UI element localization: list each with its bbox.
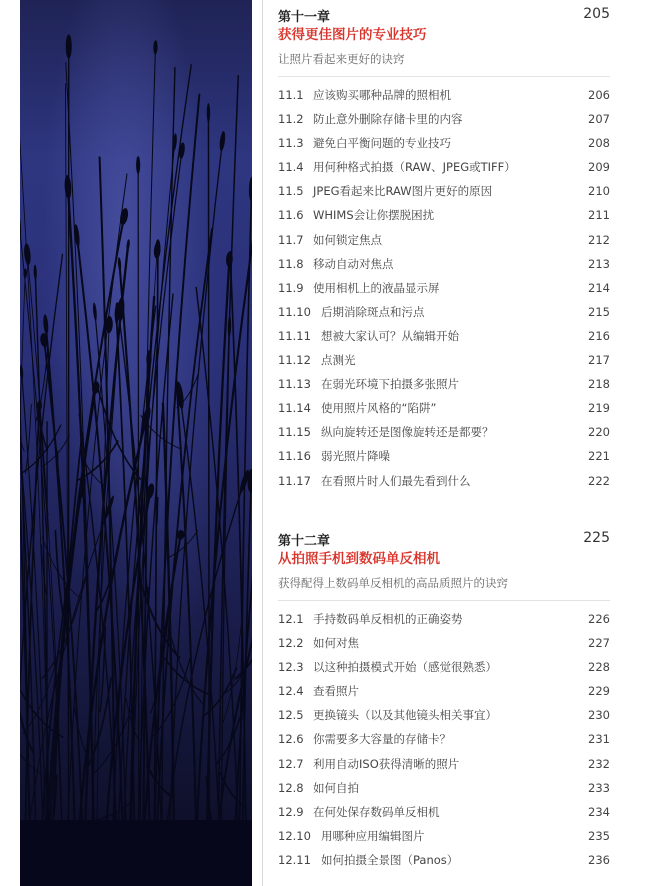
toc-entry — [278, 300, 610, 324]
chapter-page-number: 205 — [583, 6, 610, 22]
section-title: 点测光 — [321, 353, 356, 368]
toc-entry — [278, 155, 610, 179]
section-page-number: 218 — [588, 377, 610, 392]
section-page-number: 227 — [588, 636, 610, 651]
toc-entry — [278, 372, 610, 396]
section-title: 避免白平衡问题的专业技巧 — [313, 136, 451, 151]
section-title: WHIMS会让你摆脱困扰 — [313, 208, 435, 223]
section-title: 你需要多大容量的存储卡？ — [313, 732, 451, 747]
section-number: 11.7 — [278, 232, 304, 247]
section-page-number: 235 — [588, 828, 610, 843]
section-title: 在何处保存数码单反相机 — [313, 804, 440, 819]
section-page-number: 229 — [588, 684, 610, 699]
section-page-number: 226 — [588, 612, 610, 626]
section-number: 12.7 — [278, 756, 304, 771]
reed-plume — [136, 156, 140, 174]
section-number: 11.10 — [278, 304, 311, 319]
toc-entry — [278, 703, 610, 727]
section-number: 11.14 — [278, 401, 311, 416]
section-title: 如何锁定焦点 — [313, 232, 382, 247]
section-number: 12.2 — [278, 636, 304, 651]
section-page-number: 214 — [588, 280, 610, 295]
section-number: 11.16 — [278, 449, 311, 464]
toc-list — [278, 607, 610, 872]
section-title: 防止意外删除存储卡里的内容 — [313, 112, 463, 127]
chapter-subtitle: 获得配得上数码单反相机的高品质照片的诀窍 — [278, 575, 610, 601]
reeds-silhouette-image — [20, 0, 252, 886]
section-page-number: 208 — [588, 136, 610, 151]
toc-entry — [278, 131, 610, 155]
toc-entry — [278, 655, 610, 679]
chapter-label: 第十一章 — [278, 10, 331, 25]
section-page-number: 232 — [588, 756, 610, 771]
section-title: 用何种格式拍摄（RAW、JPEG或TIFF） — [313, 160, 516, 175]
toc-entry — [278, 752, 610, 776]
section-title: JPEG看起来比RAW图片更好的原因 — [313, 184, 493, 199]
toc-entry — [278, 420, 610, 444]
section-page-number: 216 — [588, 328, 610, 343]
section-number: 12.3 — [278, 660, 304, 675]
toc-entry — [278, 276, 610, 300]
section-page-number: 230 — [588, 708, 610, 723]
toc-entry — [278, 179, 610, 203]
section-title: 纵向旋转还是图像旋转还是都要？ — [321, 425, 494, 440]
section-title: 用哪种应用编辑图片 — [321, 828, 425, 843]
section-number: 11.1 — [278, 88, 304, 102]
section-title: 后期消除斑点和污点 — [321, 304, 425, 319]
chapter-subtitle: 让照片看起来更好的诀窍 — [278, 51, 610, 77]
chapter-header — [278, 530, 610, 550]
section-number: 12.11 — [278, 852, 311, 867]
section-page-number: 222 — [588, 473, 610, 488]
toc-list — [278, 83, 610, 493]
section-title: 如何拍摄全景图（Panos） — [321, 852, 459, 867]
chapter-page-number: 225 — [583, 530, 610, 546]
toc-entry — [278, 396, 610, 420]
section-number: 11.11 — [278, 328, 311, 343]
section-page-number: 217 — [588, 353, 610, 368]
section-page-number: 211 — [588, 208, 610, 223]
reed-plume — [66, 34, 72, 58]
section-page-number: 207 — [588, 112, 610, 127]
toc-entry — [278, 252, 610, 276]
toc-entry — [278, 776, 610, 800]
section-number: 12.6 — [278, 732, 304, 747]
section-title: 如何自拍 — [313, 780, 359, 795]
chapter-title: 从拍照手机到数码单反相机 — [278, 551, 440, 567]
toc-entry — [278, 679, 610, 703]
section-number: 11.6 — [278, 208, 304, 223]
toc-entry — [278, 348, 610, 372]
section-title: 弱光照片降噪 — [321, 449, 390, 464]
section-title: 更换镜头（以及其他镜头相关事宜） — [313, 708, 497, 723]
section-number: 11.13 — [278, 377, 311, 392]
toc-entry — [278, 800, 610, 824]
section-title: 查看照片 — [313, 684, 359, 699]
chapter-header — [278, 6, 610, 26]
section-page-number: 236 — [588, 852, 610, 867]
section-number: 12.5 — [278, 708, 304, 723]
section-number: 12.4 — [278, 684, 304, 699]
section-title: 想被大家认可？从编辑开始 — [321, 328, 459, 343]
toc-entry — [278, 203, 610, 227]
section-page-number: 231 — [588, 732, 610, 747]
section-title: 使用相机上的液晶显示屏 — [313, 280, 440, 295]
section-page-number: 212 — [588, 232, 610, 247]
reed-leaf — [157, 498, 158, 524]
section-page-number: 220 — [588, 425, 610, 440]
chapter-12 — [278, 530, 610, 872]
reed-plume — [207, 103, 210, 122]
section-page-number: 206 — [588, 88, 610, 102]
chapter-label: 第十二章 — [278, 534, 331, 549]
section-title: 在看照片时人们最先看到什么 — [321, 473, 471, 488]
toc-entry — [278, 824, 610, 848]
section-number: 11.8 — [278, 256, 304, 271]
section-page-number: 234 — [588, 804, 610, 819]
section-number: 12.10 — [278, 828, 311, 843]
section-number: 12.8 — [278, 780, 304, 795]
section-page-number: 215 — [588, 304, 610, 319]
section-number: 11.5 — [278, 184, 304, 199]
toc-entry — [278, 469, 610, 493]
section-page-number: 221 — [588, 449, 610, 464]
section-title: 如何对焦 — [313, 636, 359, 651]
toc-entry — [278, 607, 610, 631]
section-number: 11.9 — [278, 280, 304, 295]
toc-entry — [278, 727, 610, 751]
section-title: 应该购买哪种品牌的照相机 — [313, 88, 451, 102]
section-title: 使用照片风格的“陷阱” — [321, 401, 437, 416]
toc-entry — [278, 228, 610, 252]
section-title: 在弱光环境下拍摄多张照片 — [321, 377, 459, 392]
section-number: 11.15 — [278, 425, 311, 440]
section-page-number: 233 — [588, 780, 610, 795]
toc-entry — [278, 107, 610, 131]
section-number: 12.1 — [278, 612, 304, 626]
section-page-number: 219 — [588, 401, 610, 416]
chapter-title: 获得更佳图片的专业技巧 — [278, 27, 427, 43]
toc-entry — [278, 83, 610, 107]
section-number: 11.17 — [278, 473, 311, 488]
toc-entry — [278, 631, 610, 655]
toc-entry — [278, 324, 610, 348]
page-divider — [262, 0, 263, 886]
toc-entry — [278, 444, 610, 468]
section-page-number: 209 — [588, 160, 610, 175]
section-title: 手持数码单反相机的正确姿势 — [313, 612, 463, 626]
section-number: 12.9 — [278, 804, 304, 819]
section-number: 11.4 — [278, 160, 304, 175]
section-number: 11.3 — [278, 136, 304, 151]
section-page-number: 210 — [588, 184, 610, 199]
section-page-number: 213 — [588, 256, 610, 271]
chapter-11 — [278, 6, 610, 493]
section-page-number: 228 — [588, 660, 610, 675]
section-title: 以这种拍摄模式开始（感觉很熟悉） — [313, 660, 497, 675]
section-number: 11.12 — [278, 353, 311, 368]
section-number: 11.2 — [278, 112, 304, 127]
section-title: 利用自动ISO获得清晰的照片 — [313, 756, 460, 771]
cover-photo — [20, 0, 252, 886]
toc-entry — [278, 848, 610, 872]
section-title: 移动自动对焦点 — [313, 256, 394, 271]
